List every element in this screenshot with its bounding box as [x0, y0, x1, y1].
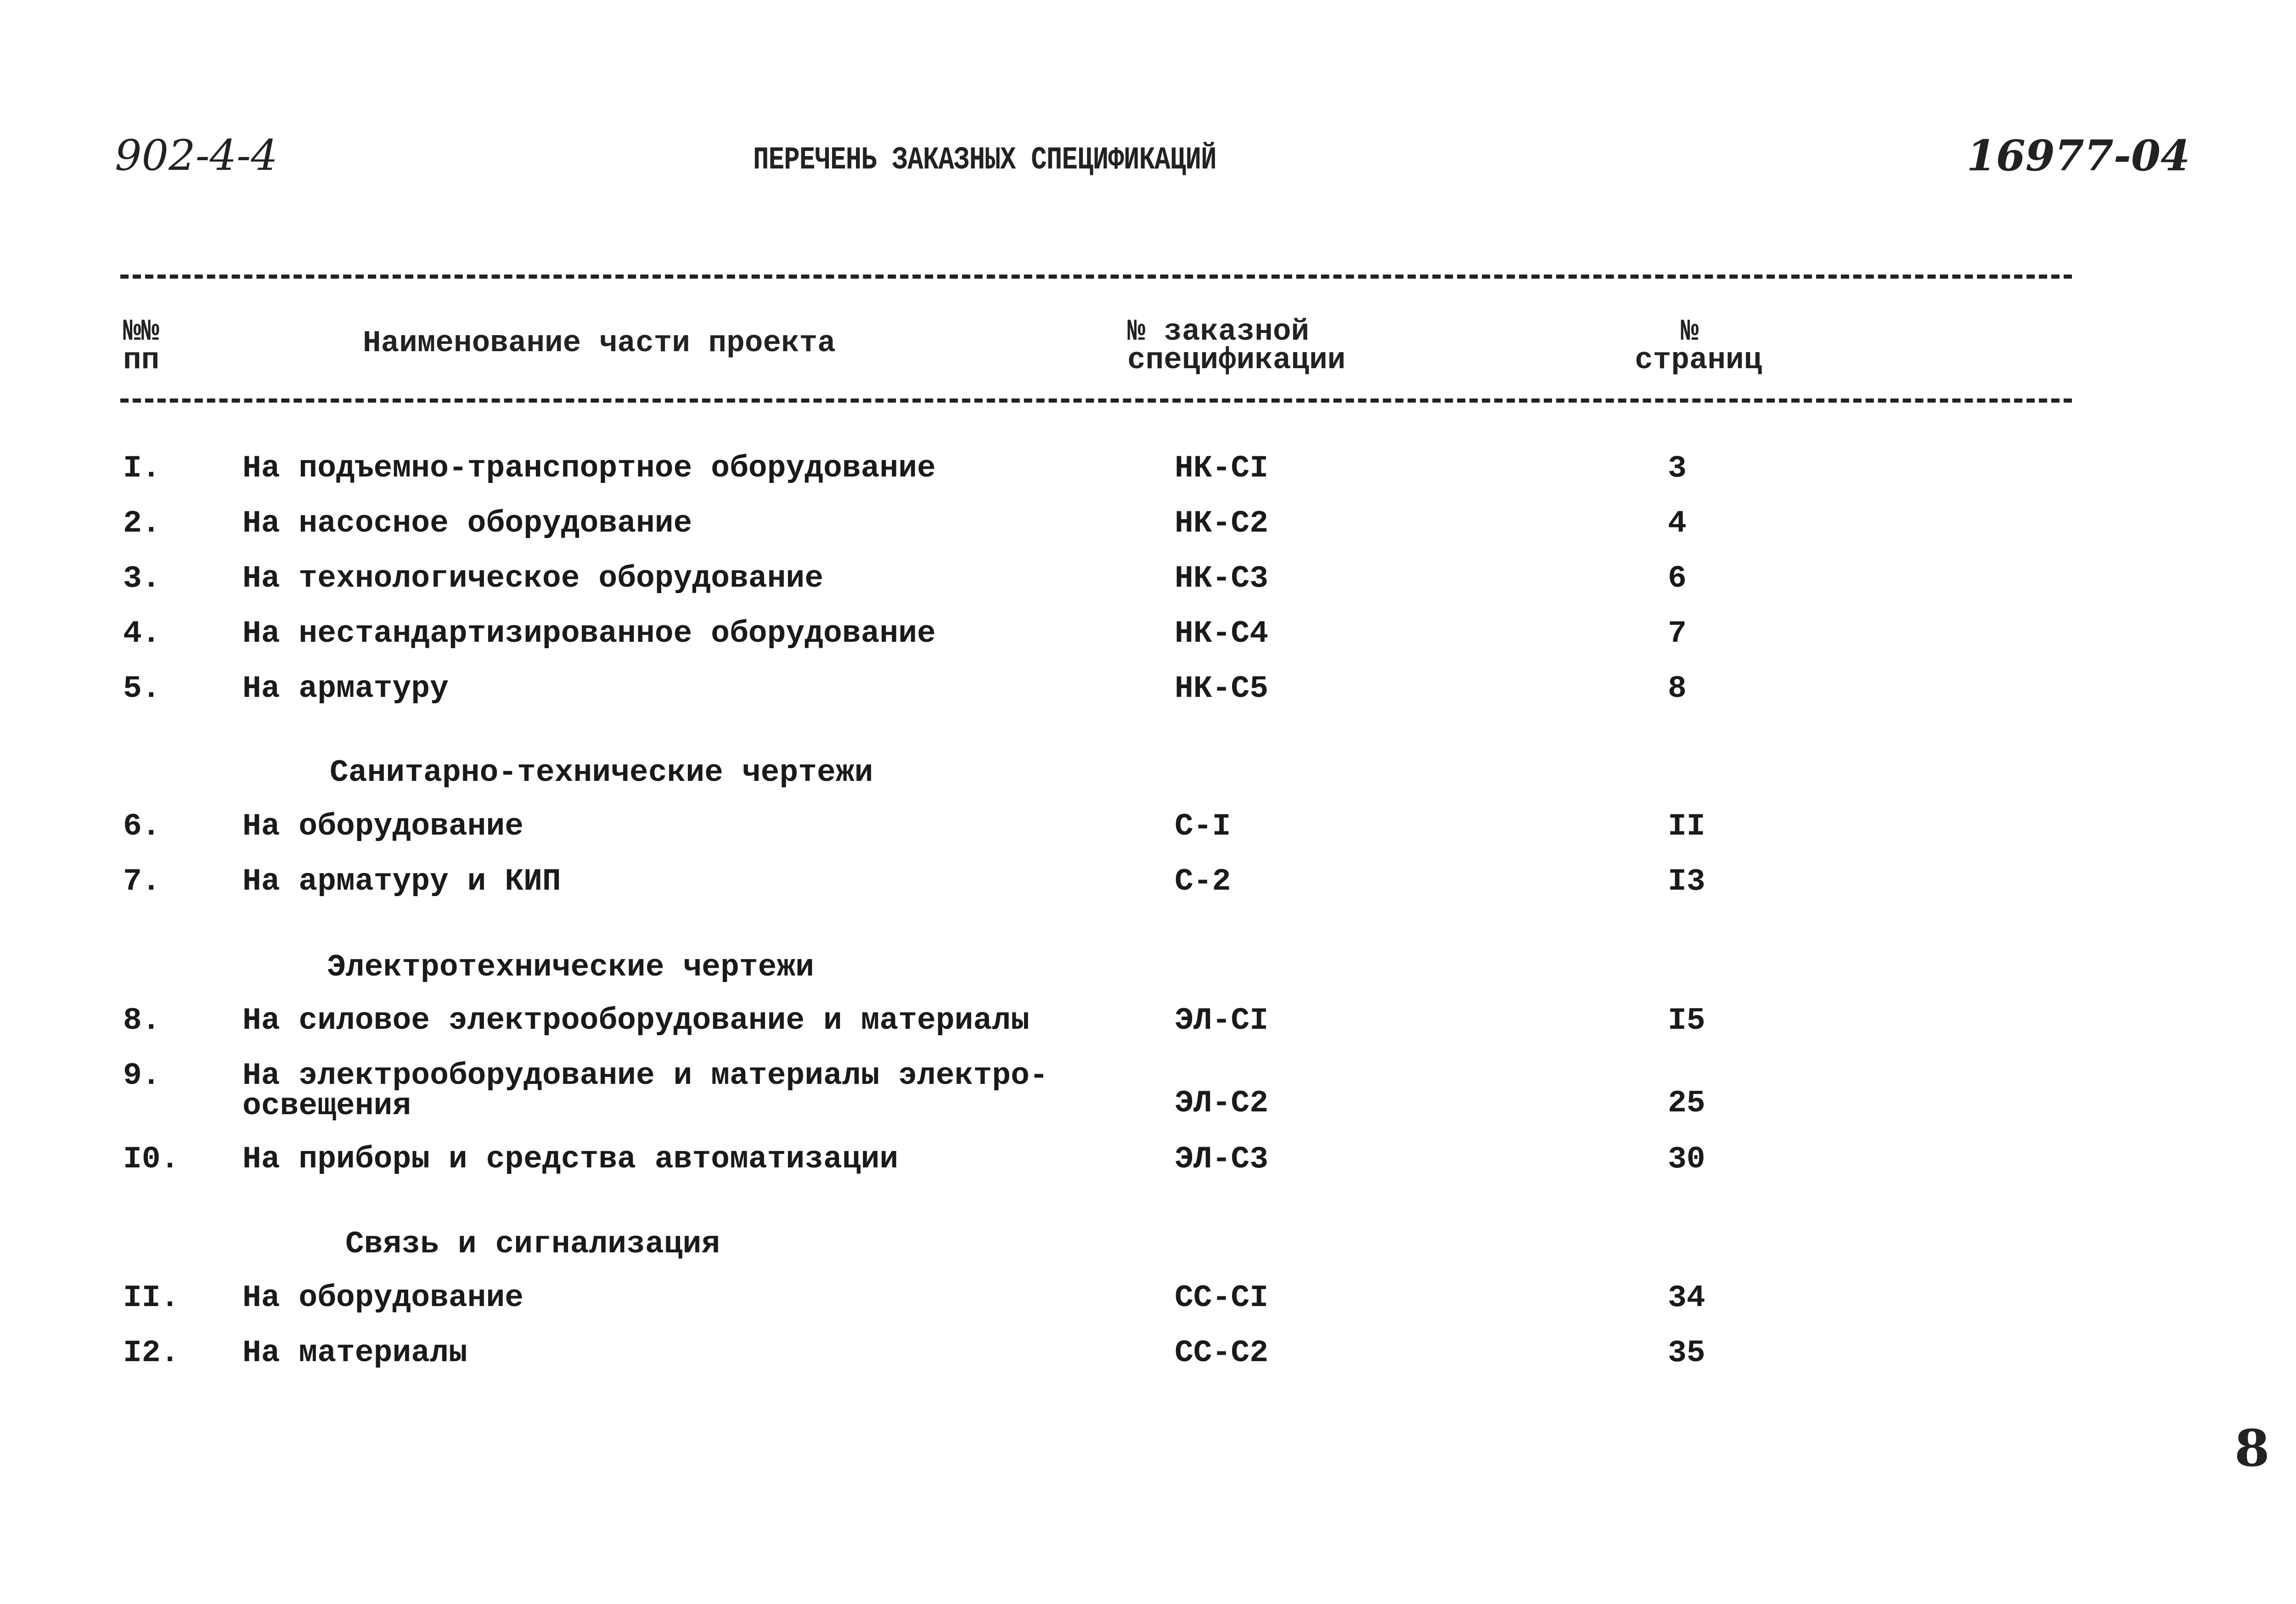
row-number: II.	[123, 1280, 180, 1316]
row-name: На подъемно-транспортное оборудование	[242, 451, 936, 486]
row-number: I2.	[123, 1335, 180, 1371]
table-row	[0, 673, 2296, 709]
row-spec: ЭЛ-С3	[1175, 1142, 1269, 1177]
row-spec: ЭЛ-СI	[1175, 1003, 1269, 1038]
table-row	[0, 1060, 2296, 1133]
row-name: На насосное оборудование	[242, 506, 692, 541]
table-row	[0, 1337, 2296, 1374]
row-page: 7	[1668, 616, 1687, 651]
row-name: На арматуру и КИП	[242, 864, 561, 899]
row-name: На оборудование	[242, 809, 524, 844]
table-row	[0, 1143, 2296, 1180]
col-name-header: Наименование части проекта	[363, 326, 836, 360]
row-page: 30	[1668, 1142, 1705, 1177]
top-divider	[120, 275, 2072, 279]
row-name: На оборудование	[242, 1280, 524, 1316]
table-row	[0, 452, 2296, 489]
row-number: 8.	[123, 1003, 161, 1038]
row-page: 25	[1668, 1086, 1705, 1121]
section-heading-electrical: Электротехнические чертежи	[327, 950, 814, 985]
row-number: 2.	[123, 506, 161, 541]
row-number: I.	[123, 451, 161, 486]
row-number: 9.	[123, 1058, 161, 1094]
section-heading-sanitary: Санитарно-технические чертежи	[330, 755, 873, 791]
row-page: I5	[1668, 1003, 1705, 1038]
table-row	[0, 1282, 2296, 1318]
row-number: 6.	[123, 809, 161, 844]
col-spec-header-line1: № заказной	[1127, 314, 1310, 349]
row-page: 8	[1668, 671, 1687, 707]
row-page: 35	[1668, 1335, 1705, 1371]
table-row	[0, 562, 2296, 599]
row-page: II	[1668, 809, 1705, 844]
row-page: 34	[1668, 1280, 1705, 1316]
section-heading-communication: Связь и сигнализация	[345, 1227, 720, 1262]
row-number: 7.	[123, 864, 161, 899]
row-spec: НК-С3	[1175, 561, 1269, 596]
page-title: ПЕРЕЧЕНЬ ЗАКАЗНЫХ СПЕЦИФИКАЦИЙ	[753, 142, 1216, 179]
row-name: На нестандартизированное оборудование	[242, 616, 936, 651]
row-spec: НК-СI	[1175, 451, 1269, 486]
table-row	[0, 617, 2296, 654]
row-spec: С-2	[1175, 864, 1231, 899]
page-number-mark: 8	[2234, 1419, 2270, 1478]
row-spec: СС-СI	[1175, 1280, 1269, 1316]
document-number: 16977-04	[1966, 131, 2190, 180]
row-name: На материалы	[242, 1335, 467, 1371]
row-number: 3.	[123, 561, 161, 596]
col-pages-header-line2: страниц	[1635, 343, 1762, 377]
document-code: 902-4-4	[115, 131, 278, 180]
row-page: 6	[1668, 561, 1687, 596]
row-spec: СС-С2	[1175, 1335, 1269, 1371]
row-number: I0.	[123, 1142, 180, 1177]
row-name: На электрооборудование и материалы электро-	[242, 1058, 1048, 1094]
row-name: На арматуру	[242, 671, 449, 707]
col-num-header-line2: пп	[123, 343, 160, 377]
col-pages-header-line1: №	[1681, 314, 1699, 349]
table-row	[0, 1004, 2296, 1041]
row-spec: С-I	[1175, 809, 1231, 844]
table-row	[0, 810, 2296, 847]
col-num-header-line1: №№	[123, 314, 160, 349]
row-name: На технологическое оборудование	[242, 561, 824, 596]
header-divider	[120, 398, 2072, 403]
row-spec: НК-С5	[1175, 671, 1269, 707]
row-page: I3	[1668, 864, 1705, 899]
row-number: 5.	[123, 671, 161, 707]
row-name: На силовое электрооборудование и материалы	[242, 1003, 1030, 1038]
row-spec: НК-С2	[1175, 506, 1269, 541]
row-page: 4	[1668, 506, 1687, 541]
col-spec-header-line2: спецификации	[1127, 343, 1346, 377]
row-spec: ЭЛ-С2	[1175, 1086, 1269, 1121]
table-row	[0, 865, 2296, 902]
row-name: На приборы и средства автоматизации	[242, 1142, 899, 1177]
row-spec: НК-С4	[1175, 616, 1269, 651]
table-row	[0, 507, 2296, 544]
row-page: 3	[1668, 451, 1687, 486]
row-number: 4.	[123, 616, 161, 651]
row-name-continuation: освещения	[242, 1088, 411, 1124]
